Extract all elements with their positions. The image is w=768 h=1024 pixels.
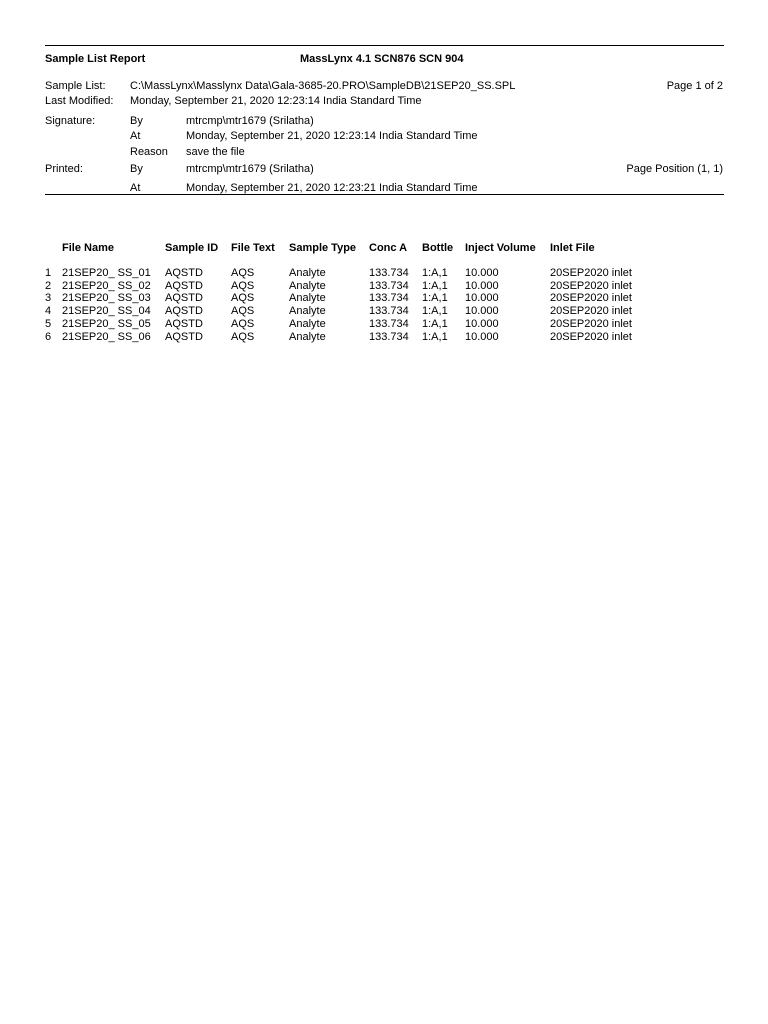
column-header-inlet-file: Inlet File <box>550 242 595 254</box>
header-top-rule <box>45 45 724 46</box>
file-text-cell: AQS <box>231 267 255 279</box>
inlet-file-cell: 20SEP2020 inlet <box>550 331 632 343</box>
signature-by-value: mtrcmp\mtr1679 (Srilatha) <box>186 115 314 127</box>
file-text-cell: AQS <box>231 305 255 317</box>
sample-type-cell: Analyte <box>289 292 326 304</box>
last-modified-value: Monday, September 21, 2020 12:23:14 India Standard Time <box>130 95 422 107</box>
inlet-file-cell: 20SEP2020 inlet <box>550 267 632 279</box>
table-row <box>0 305 768 318</box>
file-name-cell: 21SEP20_ SS_02 <box>62 280 151 292</box>
table-row <box>0 292 768 305</box>
sample-id-cell: AQSTD <box>165 305 203 317</box>
file-name-cell: 21SEP20_ SS_01 <box>62 267 151 279</box>
file-name-cell: 21SEP20_ SS_06 <box>62 331 151 343</box>
bottle-cell: 1:A,1 <box>422 318 448 330</box>
report-title: Sample List Report <box>45 53 146 65</box>
row-number: 2 <box>45 280 52 292</box>
bottle-cell: 1:A,1 <box>422 305 448 317</box>
sample-type-cell: Analyte <box>289 267 326 279</box>
bottle-cell: 1:A,1 <box>422 331 448 343</box>
inlet-file-cell: 20SEP2020 inlet <box>550 305 632 317</box>
conc-a-cell: 133.734 <box>369 267 409 279</box>
column-header-bottle: Bottle <box>422 242 454 254</box>
bottle-cell: 1:A,1 <box>422 292 448 304</box>
conc-a-cell: 133.734 <box>369 305 409 317</box>
printed-by-value: mtrcmp\mtr1679 (Srilatha) <box>186 163 314 175</box>
printed-label: Printed: <box>45 163 83 175</box>
inlet-file-cell: 20SEP2020 inlet <box>550 292 632 304</box>
column-header-conc-a: Conc A <box>369 242 408 254</box>
sample-type-cell: Analyte <box>289 318 326 330</box>
page-number: Page 1 of 2 <box>666 80 723 92</box>
inject-volume-cell: 10.000 <box>465 318 499 330</box>
last-modified-label: Last Modified: <box>45 95 114 107</box>
inject-volume-cell: 10.000 <box>465 292 499 304</box>
product-version: MassLynx 4.1 SCN876 SCN 904 <box>300 53 464 65</box>
conc-a-cell: 133.734 <box>369 280 409 292</box>
signature-reason-label: Reason <box>130 146 168 158</box>
table-row <box>0 318 768 331</box>
sample-id-cell: AQSTD <box>165 267 203 279</box>
file-name-cell: 21SEP20_ SS_05 <box>62 318 151 330</box>
bottle-cell: 1:A,1 <box>422 280 448 292</box>
page-position: Page Position (1, 1) <box>626 163 723 175</box>
inject-volume-cell: 10.000 <box>465 267 499 279</box>
column-header-file-name: File Name <box>62 242 114 254</box>
row-number: 6 <box>45 331 52 343</box>
printed-by-label: By <box>130 163 143 175</box>
row-number: 4 <box>45 305 52 317</box>
conc-a-cell: 133.734 <box>369 292 409 304</box>
sample-list-label: Sample List: <box>45 80 106 92</box>
inlet-file-cell: 20SEP2020 inlet <box>550 280 632 292</box>
printed-at-label: At <box>130 182 141 194</box>
sample-id-cell: AQSTD <box>165 318 203 330</box>
inlet-file-cell: 20SEP2020 inlet <box>550 318 632 330</box>
file-text-cell: AQS <box>231 331 255 343</box>
row-number: 1 <box>45 267 52 279</box>
table-row <box>0 331 768 344</box>
sample-type-cell: Analyte <box>289 331 326 343</box>
sample-type-cell: Analyte <box>289 305 326 317</box>
signature-by-label: By <box>130 115 143 127</box>
table-row <box>0 267 768 280</box>
sample-id-cell: AQSTD <box>165 280 203 292</box>
printed-at-value: Monday, September 21, 2020 12:23:21 India Standard Time <box>186 182 478 194</box>
conc-a-cell: 133.734 <box>369 318 409 330</box>
conc-a-cell: 133.734 <box>369 331 409 343</box>
signature-at-value: Monday, September 21, 2020 12:23:14 India Standard Time <box>186 130 478 142</box>
column-header-sample-id: Sample ID <box>165 242 219 254</box>
inject-volume-cell: 10.000 <box>465 305 499 317</box>
sample-type-cell: Analyte <box>289 280 326 292</box>
file-text-cell: AQS <box>231 280 255 292</box>
sample-id-cell: AQSTD <box>165 292 203 304</box>
sample-id-cell: AQSTD <box>165 331 203 343</box>
sample-list-path: C:\MassLynx\Masslynx Data\Gala-3685-20.PRO\SampleDB\21SEP20_SS.SPL <box>130 80 516 92</box>
bottle-cell: 1:A,1 <box>422 267 448 279</box>
column-header-file-text: File Text <box>231 242 275 254</box>
column-header-sample-type: Sample Type <box>289 242 357 254</box>
file-name-cell: 21SEP20_ SS_03 <box>62 292 151 304</box>
row-number: 3 <box>45 292 52 304</box>
inject-volume-cell: 10.000 <box>465 331 499 343</box>
header-bottom-rule <box>45 194 724 195</box>
file-text-cell: AQS <box>231 292 255 304</box>
signature-label: Signature: <box>45 115 96 127</box>
row-number: 5 <box>45 318 52 330</box>
signature-at-label: At <box>130 130 141 142</box>
inject-volume-cell: 10.000 <box>465 280 499 292</box>
file-name-cell: 21SEP20_ SS_04 <box>62 305 151 317</box>
file-text-cell: AQS <box>231 318 255 330</box>
signature-reason-value: save the file <box>186 146 245 158</box>
column-header-inject-volume: Inject Volume <box>465 242 536 254</box>
